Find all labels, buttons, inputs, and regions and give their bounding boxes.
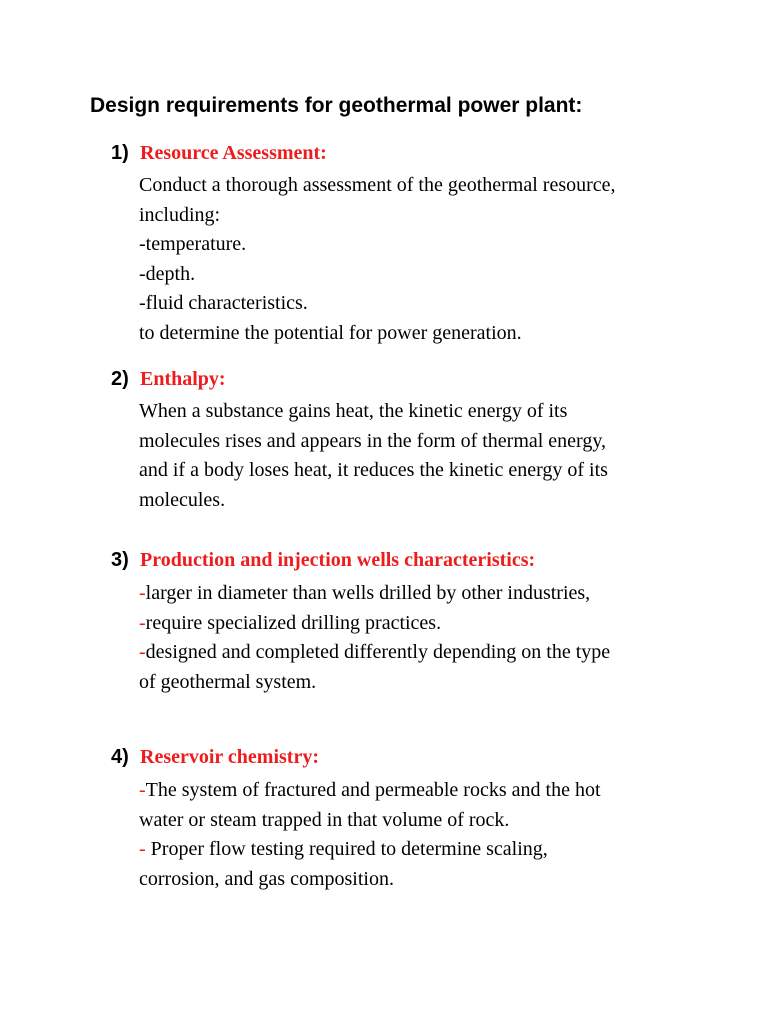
bullet-line	[139, 776, 601, 806]
body-line: molecules rises and appears in the form of thermal energy,	[139, 429, 607, 452]
bullet-text: require specialized drilling practices.	[145, 611, 442, 634]
section-number: 3)	[111, 549, 129, 571]
bullet-dash: -	[139, 611, 146, 634]
body-line: water or steam trapped in that volume of rock.	[139, 808, 510, 831]
section-body	[139, 171, 616, 348]
bullet-line	[139, 609, 610, 639]
bullet-line	[139, 638, 610, 668]
section-number: 2)	[111, 368, 129, 390]
section-heading: Reservoir chemistry:	[140, 746, 320, 768]
bullet-line	[139, 579, 610, 609]
bullet-text: The system of fractured and permeable rocks and the hot	[145, 779, 601, 801]
section-body	[139, 579, 610, 697]
bullet-dash: -	[139, 779, 146, 801]
section-body	[139, 776, 601, 894]
bullet-dash: -	[139, 641, 146, 663]
bullet-text: designed and completed differently depending on the type	[145, 641, 611, 663]
body-line: of geothermal system.	[139, 670, 317, 693]
section-number: 1)	[111, 142, 129, 164]
page-title: Design requirements for geothermal power plant:	[90, 94, 583, 117]
section-heading: Resource Assessment:	[140, 142, 327, 164]
section-body	[139, 397, 608, 515]
section-heading: Enthalpy:	[140, 368, 226, 390]
body-line: Conduct a thorough assessment of the geothermal resource,	[139, 174, 616, 196]
body-line: -fluid characteristics.	[139, 292, 308, 314]
body-line: and if a body loses heat, it reduces the kinetic energy of its	[139, 459, 608, 481]
body-line: -temperature.	[139, 233, 247, 255]
section-number: 4)	[111, 746, 129, 768]
bullet-dash: -	[139, 582, 146, 604]
bullet-text: larger in diameter than wells drilled by other industries,	[145, 582, 591, 604]
body-line: to determine the potential for power generation.	[139, 321, 522, 344]
bullet-line	[139, 835, 601, 865]
bullet-text: Proper flow testing required to determine scaling,	[145, 838, 548, 860]
bullet-dash: -	[139, 838, 146, 860]
body-line: When a substance gains heat, the kinetic energy of its	[139, 400, 568, 422]
body-line: corrosion, and gas composition.	[139, 867, 394, 890]
body-line: molecules.	[139, 488, 226, 511]
body-line: -depth.	[139, 262, 196, 285]
body-line: including:	[139, 203, 221, 226]
section-heading: Production and injection wells characteristics:	[140, 549, 536, 571]
